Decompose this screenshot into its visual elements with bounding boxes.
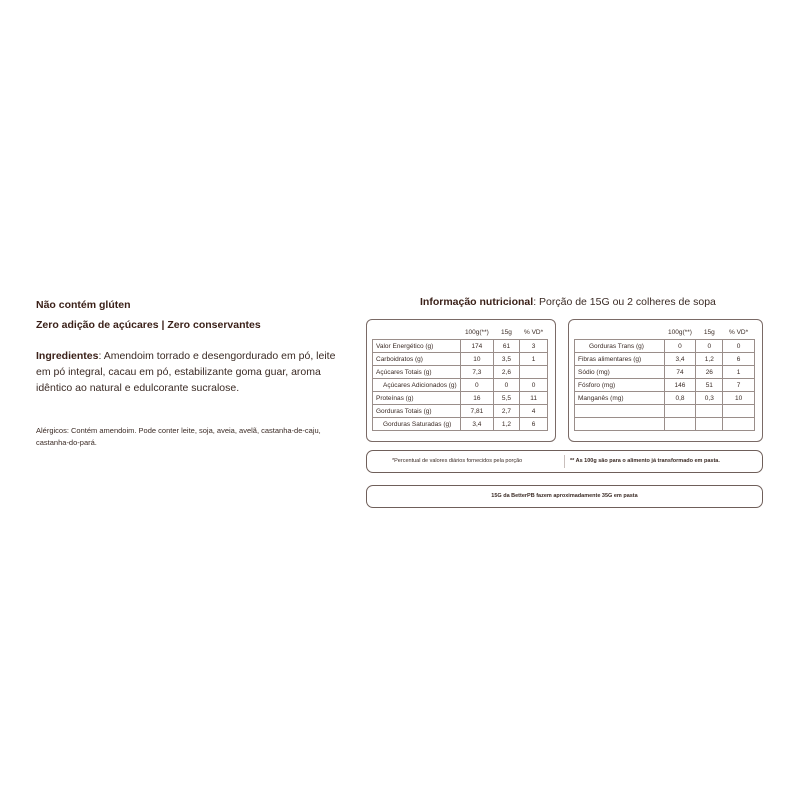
nutrient-value-vd: [723, 418, 755, 431]
gluten-statement: Não contém glúten: [36, 299, 131, 311]
column-header-v100: 100g(**): [460, 325, 493, 340]
nutrient-value-v15: 1,2: [696, 353, 723, 366]
nutrient-value-v15: 1,2: [493, 418, 519, 431]
column-header-vd: % VD*: [520, 325, 548, 340]
nutrient-value-vd: 7: [723, 379, 755, 392]
nutrient-value-vd: 1: [723, 366, 755, 379]
nutrient-value-v100: [664, 405, 696, 418]
nutrition-table-right: [568, 319, 763, 442]
nutrient-value-v100: 0: [460, 379, 493, 392]
nutrient-value-vd: 10: [723, 392, 755, 405]
nutrient-value-v15: 0: [696, 340, 723, 353]
nutrient-value-v15: 2,6: [493, 366, 519, 379]
nutrient-value-v15: 26: [696, 366, 723, 379]
sugar-statement: Zero adição de açúcares | Zero conservantes: [36, 319, 261, 331]
nutrient-value-vd: [520, 366, 548, 379]
nutrient-name: Açúcares Totais (g): [373, 366, 461, 379]
nutrient-value-v15: 0,3: [696, 392, 723, 405]
header-blank-cell: [575, 325, 665, 340]
column-header-v15: 15g: [696, 325, 723, 340]
nutrient-name: [575, 405, 665, 418]
nutrient-value-v100: 146: [664, 379, 696, 392]
nutrition-title-bold: Informação nutricional: [420, 296, 534, 308]
nutrient-value-vd: 1: [520, 353, 548, 366]
conversion-note-box: [366, 485, 763, 508]
nutrient-value-v100: 0: [664, 340, 696, 353]
nutrient-value-v15: 2,7: [493, 405, 519, 418]
nutrient-value-v100: 16: [460, 392, 493, 405]
nutrition-row: [575, 405, 755, 418]
nutrition-row: [373, 405, 548, 418]
footnote-box: [366, 450, 763, 473]
nutrient-name: Valor Energético (g): [373, 340, 461, 353]
nutrient-value-v15: 0: [493, 379, 519, 392]
nutrient-value-v100: 74: [664, 366, 696, 379]
nutrition-title-rest: : Porção de 15G ou 2 colheres de sopa: [533, 296, 716, 308]
nutrient-value-v15: 61: [493, 340, 519, 353]
nutrient-value-vd: 3: [520, 340, 548, 353]
nutrition-row: [373, 366, 548, 379]
nutrient-value-v15: 3,5: [493, 353, 519, 366]
footnote-100g: ** As 100g são para o alimento já transformado em pasta.: [570, 458, 720, 464]
nutrition-table-right-grid: [574, 325, 755, 431]
nutrient-name: Açúcares Adicionados (g): [373, 379, 461, 392]
nutrition-row: [575, 379, 755, 392]
header-blank-cell: [373, 325, 461, 340]
ingredients-label: Ingredientes: [36, 350, 99, 362]
nutrient-value-v100: 0,8: [664, 392, 696, 405]
nutrient-value-vd: 0: [520, 379, 548, 392]
nutrition-row: [373, 379, 548, 392]
nutrient-name: Gorduras Trans (g): [575, 340, 665, 353]
nutrient-value-vd: 6: [520, 418, 548, 431]
nutrition-row: [373, 418, 548, 431]
allergens-text: Alérgicos: Contém amendoim. Pode conter leite, soja, aveia, avelã, castanha-de-caju, castanha-do-pará.: [36, 426, 321, 447]
ingredients-paragraph: [36, 348, 346, 396]
nutrient-name: Gorduras Saturadas (g): [373, 418, 461, 431]
nutrition-row: [575, 366, 755, 379]
nutrient-name: Fibras alimentares (g): [575, 353, 665, 366]
column-header-vd: % VD*: [723, 325, 755, 340]
footnote-divider: [564, 455, 565, 468]
column-header-v15: 15g: [493, 325, 519, 340]
nutrient-value-vd: 4: [520, 405, 548, 418]
nutrient-value-vd: 6: [723, 353, 755, 366]
nutrition-title: [420, 296, 716, 308]
nutrition-row: [373, 353, 548, 366]
nutrient-value-v15: [696, 405, 723, 418]
nutrient-value-v100: 174: [460, 340, 493, 353]
footnote-daily-values: *Percentual de valores diários fornecidos pela porção: [392, 458, 523, 464]
nutrition-header-row: [575, 325, 755, 340]
nutrient-value-v15: 5,5: [493, 392, 519, 405]
nutrition-row: [373, 340, 548, 353]
nutrient-value-vd: 0: [723, 340, 755, 353]
nutrient-value-v100: 7,81: [460, 405, 493, 418]
nutrition-table-left: [366, 319, 556, 442]
nutrient-value-v100: 10: [460, 353, 493, 366]
nutrition-row: [373, 392, 548, 405]
nutrient-value-vd: [723, 405, 755, 418]
nutrient-value-v100: 3,4: [460, 418, 493, 431]
nutrient-name: [575, 418, 665, 431]
nutrition-row: [575, 340, 755, 353]
conversion-note: 15G da BetterPB fazem aproximadamente 35G em pasta: [491, 493, 638, 499]
nutrition-row: [575, 353, 755, 366]
nutrient-value-v100: 7,3: [460, 366, 493, 379]
nutrition-row: [575, 392, 755, 405]
nutrient-name: Carboidratos (g): [373, 353, 461, 366]
nutrition-row: [575, 418, 755, 431]
nutrient-name: Gorduras Totais (g): [373, 405, 461, 418]
nutrition-header-row: [373, 325, 548, 340]
nutrient-value-v100: [664, 418, 696, 431]
nutrient-name: Sódio (mg): [575, 366, 665, 379]
nutrient-value-v100: 3,4: [664, 353, 696, 366]
nutrient-name: Manganês (mg): [575, 392, 665, 405]
nutrient-value-v15: 51: [696, 379, 723, 392]
nutrient-name: Fósforo (mg): [575, 379, 665, 392]
ingredients-text: : Amendoim torrado e desengordurado em pó, leite em pó integral, cacau em pó, estabilizante goma guar, aroma idêntico ao natural e edulcorante sucralose.: [36, 350, 336, 394]
nutrient-name: Proteínas (g): [373, 392, 461, 405]
nutrition-table-left-grid: [372, 325, 548, 431]
nutrient-value-v15: [696, 418, 723, 431]
nutrient-value-vd: 11: [520, 392, 548, 405]
column-header-v100: 100g(**): [664, 325, 696, 340]
